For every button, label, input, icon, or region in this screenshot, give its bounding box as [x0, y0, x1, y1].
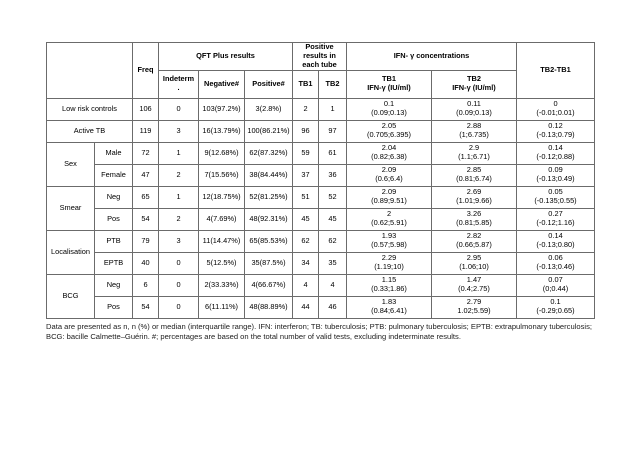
cell-indet: 0	[159, 252, 199, 274]
cell-tb2-tb1-iqr: (-0.13;0.49)	[536, 174, 575, 184]
cell-tb2-ifn-median: 2.79	[466, 297, 482, 307]
cell-freq: 40	[133, 252, 159, 274]
cell-tb2-tb1	[517, 296, 595, 318]
cell-tb1-ifn-iqr: (0.82;6.38)	[371, 152, 407, 162]
cell-pos: 48(88.89%)	[245, 296, 293, 318]
cell-tb2-ifn	[432, 120, 517, 142]
header-indeterm-text: Indeterm	[162, 74, 195, 84]
cell-tb2-tb1	[517, 98, 595, 120]
cell-tb2-tb1	[517, 274, 595, 296]
cell-neg: 2(33.33%)	[199, 274, 245, 296]
cell-t1: 59	[293, 142, 319, 164]
cell-tb2-tb1-median: 0.14	[548, 143, 563, 153]
cell-t2: 4	[319, 274, 347, 296]
corner-cell	[47, 43, 133, 99]
cell-t1: 37	[293, 164, 319, 186]
header-qft: QFT Plus results	[159, 43, 293, 71]
cell-tb2-ifn-iqr: (1.06;10)	[459, 262, 489, 272]
cell-tb1-ifn-iqr: (0.09;0.13)	[371, 108, 407, 118]
row-label: Low risk controls	[47, 98, 133, 120]
cell-tb1-ifn-median: 2.04	[381, 143, 397, 153]
cell-tb2-ifn	[432, 252, 517, 274]
cell-neg: 9(12.68%)	[199, 142, 245, 164]
cell-tb2-ifn-iqr: (1.01;9.66)	[456, 196, 492, 206]
cell-tb1-ifn-iqr: (0.33;1.86)	[371, 284, 407, 294]
cell-tb2-ifn	[432, 186, 517, 208]
cell-tb2-ifn	[432, 230, 517, 252]
cell-pos: 62(87.32%)	[245, 142, 293, 164]
cell-tb1-ifn	[347, 296, 432, 318]
cell-t1: 51	[293, 186, 319, 208]
cell-tb1-ifn	[347, 230, 432, 252]
cell-pos: 35(87.5%)	[245, 252, 293, 274]
cell-neg: 5(12.5%)	[199, 252, 245, 274]
cell-tb2-tb1	[517, 186, 595, 208]
cell-tb2-tb1-iqr: (-0.135;0.55)	[534, 196, 577, 206]
group-label: Smear	[47, 186, 95, 230]
cell-tb2-tb1-median: 0.14	[548, 231, 563, 241]
row-sublabel: Neg	[95, 186, 133, 208]
cell-freq: 47	[133, 164, 159, 186]
cell-freq: 72	[133, 142, 159, 164]
cell-indet: 1	[159, 186, 199, 208]
table-row	[47, 296, 595, 318]
cell-t1: 44	[293, 296, 319, 318]
row-sublabel: Pos	[95, 296, 133, 318]
cell-tb2-tb1-median: 0	[553, 99, 558, 109]
cell-tb2-ifn-iqr: (0.09;0.13)	[456, 108, 492, 118]
table-row	[47, 164, 595, 186]
cell-tb2-tb1	[517, 120, 595, 142]
cell-tb2-ifn-iqr: (0.81;6.74)	[456, 174, 492, 184]
cell-freq: 54	[133, 296, 159, 318]
cell-indet: 3	[159, 230, 199, 252]
cell-tb2-ifn-iqr: (1;6.735)	[459, 130, 489, 140]
cell-indet: 0	[159, 274, 199, 296]
cell-t1: 45	[293, 208, 319, 230]
cell-neg: 103(97.2%)	[199, 98, 245, 120]
cell-t1: 4	[293, 274, 319, 296]
cell-tb2-tb1-median: 0.12	[548, 121, 563, 131]
cell-pos: 52(81.25%)	[245, 186, 293, 208]
cell-tb2-tb1-iqr: (-0.12;1.16)	[536, 218, 575, 228]
cell-tb1-ifn-median: 2	[386, 209, 392, 219]
cell-tb1-ifn-iqr: (0.62;5.91)	[371, 218, 407, 228]
cell-tb2-ifn-median: 0.11	[467, 99, 481, 109]
cell-tb1-ifn-iqr: (0.705;6.395)	[367, 130, 411, 140]
table-row	[47, 208, 595, 230]
header-tb2-ifn-a: TB2	[467, 74, 481, 84]
cell-neg: 16(13.79%)	[199, 120, 245, 142]
cell-t1: 34	[293, 252, 319, 274]
header-tb2-ifn-b: IFN-γ (IU/ml)	[452, 83, 496, 93]
table-row	[47, 142, 595, 164]
cell-t1: 62	[293, 230, 319, 252]
row-sublabel: Male	[95, 142, 133, 164]
cell-tb1-ifn-iqr: (0.84;6.41)	[371, 306, 407, 316]
cell-tb2-ifn-iqr: 1.02;5.59)	[457, 306, 491, 316]
header-tb1-ifn-b: IFN-γ (IU/ml)	[367, 83, 411, 93]
cell-pos: 3(2.8%)	[245, 98, 293, 120]
header-tb1: TB1	[293, 70, 319, 98]
cell-tb2-ifn-iqr: (0.4;2.75)	[458, 284, 490, 294]
header-tb1-ifn	[347, 70, 432, 98]
header-positive: Positive#	[245, 70, 293, 98]
cell-tb2-ifn	[432, 142, 517, 164]
cell-tb2-tb1	[517, 252, 595, 274]
cell-tb2-tb1	[517, 208, 595, 230]
cell-tb2-ifn	[432, 296, 517, 318]
cell-tb2-tb1-median: 0.06	[548, 253, 563, 263]
cell-tb2-ifn-median: 2.69	[466, 187, 482, 197]
header-positive-each-tube: Positive results in each tube	[293, 43, 347, 71]
cell-tb1-ifn-median: 1.93	[381, 231, 397, 241]
cell-freq: 79	[133, 230, 159, 252]
table-row	[47, 186, 595, 208]
cell-tb2-ifn-median: 2.95	[466, 253, 482, 263]
cell-tb2-tb1	[517, 142, 595, 164]
cell-tb2-tb1-iqr: (-0.13;0.80)	[536, 240, 575, 250]
cell-t2: 52	[319, 186, 347, 208]
cell-tb2-ifn-median: 2.82	[466, 231, 482, 241]
cell-tb2-ifn-median: 2.88	[466, 121, 482, 131]
row-sublabel: Pos	[95, 208, 133, 230]
cell-tb1-ifn-median: 1.83	[381, 297, 397, 307]
cell-tb2-ifn-median: 2.85	[466, 165, 482, 175]
cell-tb1-ifn	[347, 252, 432, 274]
row-sublabel: EPTB	[95, 252, 133, 274]
cell-tb2-tb1-iqr: (0;0.44)	[542, 284, 569, 294]
header-tb1-ifn-a: TB1	[382, 74, 396, 84]
cell-tb1-ifn-iqr: (0.6;6.4)	[375, 174, 403, 184]
cell-t2: 46	[319, 296, 347, 318]
cell-freq: 119	[133, 120, 159, 142]
cell-neg: 4(7.69%)	[199, 208, 245, 230]
cell-tb1-ifn	[347, 120, 432, 142]
cell-t2: 62	[319, 230, 347, 252]
group-label: BCG	[47, 274, 95, 318]
cell-tb2-ifn-iqr: (0.81;5.85)	[456, 218, 492, 228]
table-row	[47, 120, 595, 142]
row-sublabel: Neg	[95, 274, 133, 296]
cell-tb1-ifn-median: 0.1	[383, 99, 395, 109]
row-sublabel: PTB	[95, 230, 133, 252]
cell-t2: 36	[319, 164, 347, 186]
cell-tb1-ifn-iqr: (0.89;9.51)	[371, 196, 407, 206]
table-row	[47, 230, 595, 252]
cell-t2: 97	[319, 120, 347, 142]
table-footnote: Data are presented as n, n (%) or median (interquartile range). IFN: interferon; TB: tuberculosis; PTB: pulmonary tuberculosis; EPTB: extrapulmonary tuberculosis; BCG: bacille Calmette–Guérin. #; percentages are based on the total number of valid tests, excluding indeterminate results.	[46, 322, 593, 342]
cell-tb2-tb1-iqr: (-0.29;0.65)	[536, 306, 575, 316]
cell-neg: 12(18.75%)	[199, 186, 245, 208]
cell-tb2-tb1-median: 0.05	[548, 187, 563, 197]
cell-tb2-tb1-iqr: (-0.01;0.01)	[536, 108, 575, 118]
cell-tb1-ifn	[347, 98, 432, 120]
cell-t2: 61	[319, 142, 347, 164]
cell-pos: 38(84.44%)	[245, 164, 293, 186]
cell-freq: 106	[133, 98, 159, 120]
cell-tb2-ifn	[432, 208, 517, 230]
group-label: Sex	[47, 142, 95, 186]
cell-indet: 2	[159, 208, 199, 230]
cell-tb2-tb1-median: 0.1	[550, 297, 561, 307]
cell-freq: 6	[133, 274, 159, 296]
header-negative: Negative#	[199, 70, 245, 98]
cell-tb2-ifn-median: 2.9	[468, 143, 480, 153]
group-label: Localisation	[47, 230, 95, 274]
cell-pos: 65(85.53%)	[245, 230, 293, 252]
cell-indet: 1	[159, 142, 199, 164]
header-tb2-ifn	[432, 70, 517, 98]
row-sublabel: Female	[95, 164, 133, 186]
cell-tb2-ifn-iqr: (1.1;6.71)	[458, 152, 490, 162]
cell-indet: 3	[159, 120, 199, 142]
cell-tb2-ifn-median: 1.47	[466, 275, 482, 285]
cell-tb2-tb1-median: 0.27	[548, 209, 563, 219]
cell-tb1-ifn-iqr: (1.19;10)	[374, 262, 404, 272]
cell-freq: 65	[133, 186, 159, 208]
header-indeterm	[159, 70, 199, 98]
header-tb2: TB2	[319, 70, 347, 98]
cell-tb2-tb1-median: 0.09	[548, 165, 563, 175]
cell-neg: 11(14.47%)	[199, 230, 245, 252]
cell-tb2-tb1-iqr: (-0.12;0.88)	[536, 152, 575, 162]
cell-t1: 2	[293, 98, 319, 120]
cell-tb2-tb1	[517, 230, 595, 252]
cell-tb2-ifn-median: 3.26	[466, 209, 482, 219]
header-ifn-conc: IFN- γ concentrations	[347, 43, 517, 71]
cell-tb1-ifn	[347, 142, 432, 164]
cell-tb1-ifn-median: 2.09	[381, 187, 397, 197]
table-row	[47, 274, 595, 296]
cell-tb2-ifn	[432, 98, 517, 120]
cell-pos: 100(86.21%)	[245, 120, 293, 142]
cell-t2: 35	[319, 252, 347, 274]
cell-indet: 0	[159, 98, 199, 120]
row-label: Active TB	[47, 120, 133, 142]
cell-tb2-ifn	[432, 274, 517, 296]
cell-tb1-ifn-median: 2.09	[381, 165, 397, 175]
cell-neg: 7(15.56%)	[199, 164, 245, 186]
cell-tb2-tb1	[517, 164, 595, 186]
cell-tb2-ifn-iqr: (0.66;5.87)	[456, 240, 492, 250]
cell-t2: 45	[319, 208, 347, 230]
cell-t2: 1	[319, 98, 347, 120]
cell-tb1-ifn-iqr: (0.57;5.98)	[371, 240, 407, 250]
cell-freq: 54	[133, 208, 159, 230]
cell-pos: 4(66.67%)	[245, 274, 293, 296]
table-row	[47, 98, 595, 120]
cell-t1: 96	[293, 120, 319, 142]
cell-tb2-tb1-iqr: (-0.13;0.46)	[536, 262, 575, 272]
cell-tb2-tb1-median: 0.07	[548, 275, 563, 285]
cell-tb1-ifn	[347, 186, 432, 208]
cell-tb2-tb1-iqr: (-0.13;0.79)	[536, 130, 575, 140]
results-table	[46, 42, 595, 319]
header-indeterm-dot: .	[177, 83, 180, 93]
header-freq: Freq	[133, 43, 159, 99]
cell-neg: 6(11.11%)	[199, 296, 245, 318]
cell-tb1-ifn-median: 2.05	[381, 121, 397, 131]
cell-tb1-ifn-median: 1.15	[381, 275, 397, 285]
cell-indet: 0	[159, 296, 199, 318]
cell-tb1-ifn	[347, 164, 432, 186]
table-row	[47, 252, 595, 274]
cell-tb1-ifn-median: 2.29	[381, 253, 397, 263]
cell-tb1-ifn	[347, 208, 432, 230]
header-tb2-tb1: TB2-TB1	[517, 43, 595, 99]
cell-tb2-ifn	[432, 164, 517, 186]
cell-pos: 48(92.31%)	[245, 208, 293, 230]
cell-tb1-ifn	[347, 274, 432, 296]
cell-indet: 2	[159, 164, 199, 186]
